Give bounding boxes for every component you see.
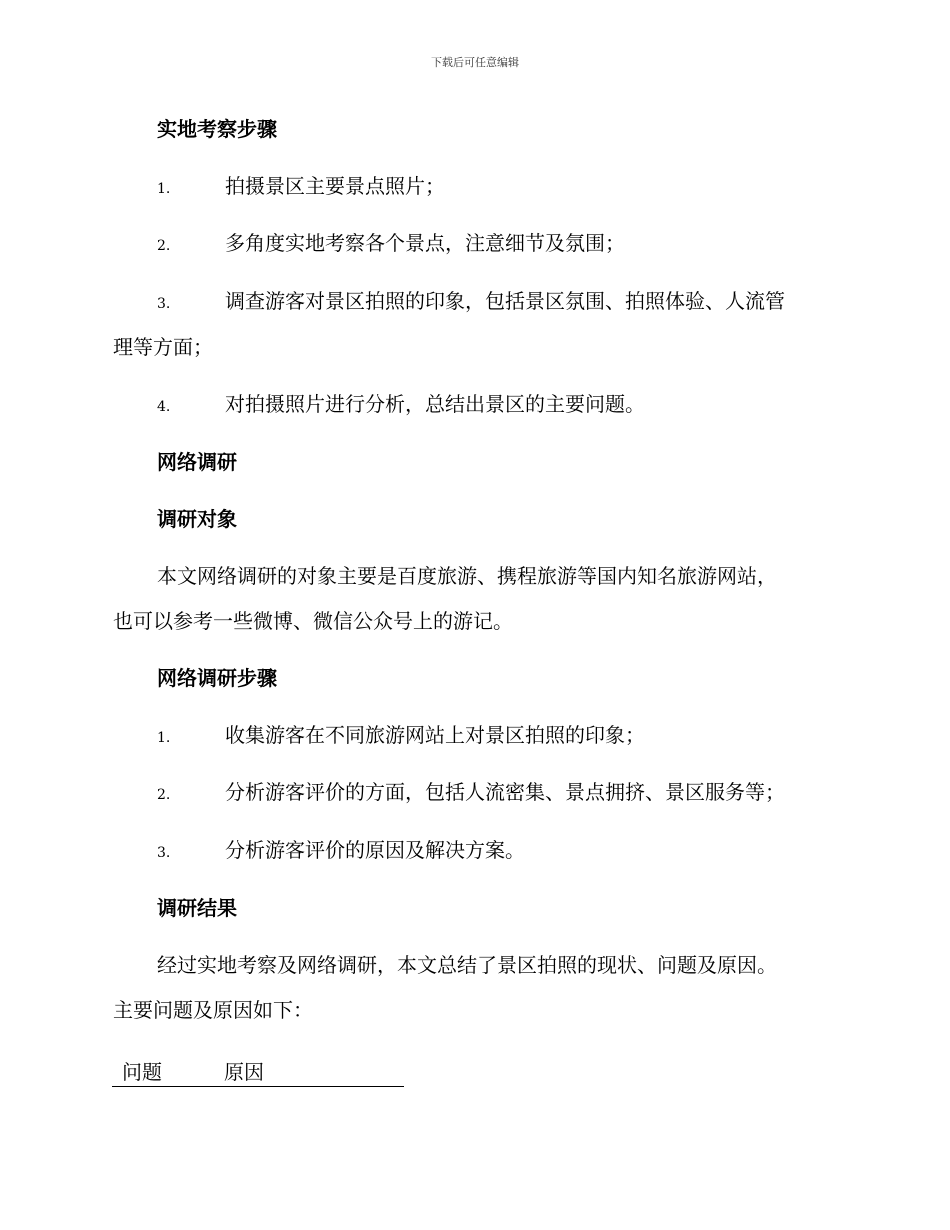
table-header-cause: 原因	[224, 1060, 264, 1084]
list-item	[113, 381, 838, 430]
paragraph-object-line2: 也可以参考一些微博、微信公众号上的游记。	[113, 609, 513, 633]
results-table-header	[112, 1052, 404, 1087]
list-item	[113, 827, 838, 876]
table-header-problem: 问题	[122, 1060, 162, 1084]
list-item-text: 分析游客评价的原因及解决方案。	[225, 838, 525, 862]
list-item-text: 收集游客在不同旅游网站上对景区拍照的印象；	[225, 723, 645, 747]
list-number: 1.	[157, 181, 171, 197]
list-item	[113, 163, 838, 212]
section-heading-online: 网络调研	[157, 450, 237, 474]
list-number: 1.	[157, 730, 171, 746]
paragraph-results-line2: 主要问题及原因如下：	[113, 998, 313, 1022]
list-item-text: 多角度实地考察各个景点，注意细节及氛围；	[225, 231, 625, 255]
list-item-continuation: 理等方面；	[113, 335, 213, 359]
section-heading-results: 调研结果	[157, 896, 237, 920]
list-number: 4.	[157, 399, 171, 415]
paragraph-object-line1: 本文网络调研的对象主要是百度旅游、携程旅游等国内知名旅游网站，	[157, 564, 777, 588]
list-number: 2.	[157, 787, 171, 803]
list-item	[113, 712, 838, 761]
list-item	[113, 769, 838, 818]
list-item-text: 对拍摄照片进行分析，总结出景区的主要问题。	[225, 392, 645, 416]
list-number: 3.	[157, 845, 171, 861]
list-number: 3.	[157, 296, 171, 312]
section-heading-field-steps: 实地考察步骤	[157, 117, 277, 141]
paragraph-results-line1: 经过实地考察及网络调研，本文总结了景区拍照的现状、问题及原因。	[157, 953, 777, 977]
header-note: 下载后可任意编辑	[431, 56, 519, 69]
list-item-text: 调查游客对景区拍照的印象，包括景区氛围、拍照体验、人流管	[225, 289, 785, 313]
section-heading-object: 调研对象	[157, 507, 237, 531]
list-item-text: 分析游客评价的方面，包括人流密集、景点拥挤、景区服务等；	[225, 780, 785, 804]
list-item	[113, 220, 838, 269]
list-item-text: 拍摄景区主要景点照片；	[225, 174, 445, 198]
section-heading-online-steps: 网络调研步骤	[157, 666, 277, 690]
list-item	[113, 278, 838, 327]
list-number: 2.	[157, 238, 171, 254]
